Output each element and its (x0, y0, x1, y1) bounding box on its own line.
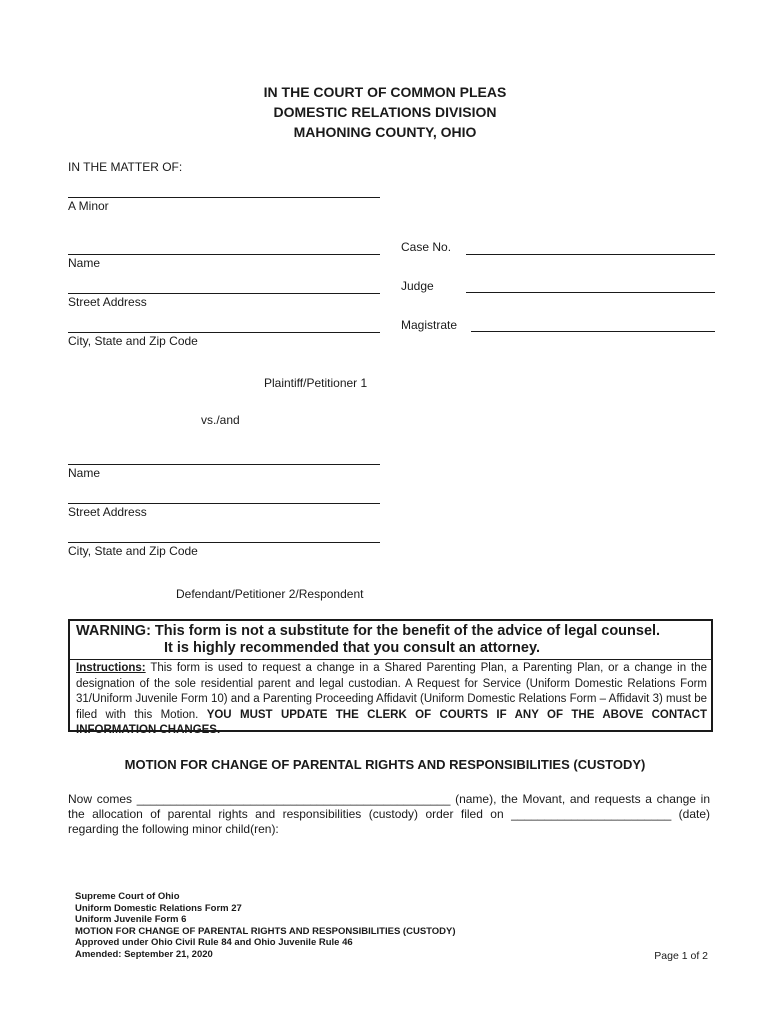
footer-line-5: Approved under Ohio Civil Rule 84 and Ohio Juvenile Rule 46 (75, 937, 353, 949)
defendant-role: Defendant/Petitioner 2/Respondent (176, 587, 364, 601)
minor-name-line[interactable] (68, 197, 380, 198)
vs-label: vs./and (201, 413, 240, 427)
case-no-label: Case No. (401, 240, 452, 254)
case-no-line[interactable] (466, 254, 715, 255)
footer-line-6: Amended: September 21, 2020 (75, 948, 213, 960)
footer-line-1: Supreme Court of Ohio (75, 891, 180, 902)
plaintiff-city-label: City, State and Zip Code (68, 334, 198, 348)
plaintiff-role: Plaintiff/Petitioner 1 (264, 376, 368, 390)
plaintiff-city-line[interactable] (68, 332, 380, 333)
instructions-label: Instructions: (76, 662, 146, 674)
defendant-street-label: Street Address (68, 505, 147, 519)
judge-line[interactable] (466, 292, 715, 293)
minor-label: A Minor (68, 199, 109, 213)
motion-body: Now comes _______________________________________________ (name), the Movant, and requests a change in the allocation of parental rights and responsibilities (custody) order filed on ________________________ (date) regarding the following minor child(ren): (68, 792, 710, 836)
form-footer (75, 891, 456, 961)
defendant-name-line[interactable] (68, 464, 380, 465)
plaintiff-street-label: Street Address (68, 295, 147, 309)
plaintiff-name-label: Name (68, 256, 101, 270)
magistrate-label: Magistrate (401, 318, 458, 332)
warning-line-1: WARNING: This form is not a substitute for the benefit of the advice of legal counsel. (76, 623, 661, 639)
plaintiff-street-line[interactable] (68, 293, 380, 294)
defendant-name-label: Name (68, 466, 101, 480)
warning-box (68, 619, 713, 736)
warning-divider (70, 659, 711, 660)
court-county: MAHONING COUNTY, OHIO (293, 124, 477, 140)
plaintiff-name-line[interactable] (68, 254, 380, 255)
footer-line-4: MOTION FOR CHANGE OF PARENTAL RIGHTS AND RESPONSIBILITIES (CUSTODY) (75, 925, 456, 937)
footer-line-2: Uniform Domestic Relations Form 27 (75, 902, 242, 914)
defendant-city-line[interactable] (68, 542, 380, 543)
footer-line-3: Uniform Juvenile Form 6 (75, 914, 187, 926)
warning-line-2: It is highly recommended that you consult an attorney. (164, 640, 540, 656)
magistrate-line[interactable] (471, 331, 715, 332)
motion-title: MOTION FOR CHANGE OF PARENTAL RIGHTS AND RESPONSIBILITIES (CUSTODY) (124, 757, 646, 772)
page-number: Page 1 of 2 (654, 950, 708, 962)
instructions-text (76, 661, 707, 739)
defendant-street-line[interactable] (68, 503, 380, 504)
court-name: IN THE COURT OF COMMON PLEAS (263, 84, 507, 100)
instructions-caps: YOU MUST UPDATE THE CLERK OF COURTS IF ANY OF THE ABOVE CONTACT INFORMATION CHANGES. (76, 708, 707, 736)
defendant-city-label: City, State and Zip Code (68, 544, 198, 558)
instructions-body: This form is used to request a change in a Shared Parenting Plan, a Parenting Plan, or a change in the designation of the sole residential parent and legal custodian. A Request for Service (Uniform Domestic Relations Form 31/Uniform Juvenile Form 10) and a Parenting Proceeding Affidavit (Uniform Domestic Relations Form – Affidavit 3) must be filed with this Motion. (76, 662, 707, 721)
court-division: DOMESTIC RELATIONS DIVISION (273, 104, 497, 120)
matter-label: IN THE MATTER OF: (68, 160, 183, 174)
judge-label: Judge (401, 279, 434, 293)
